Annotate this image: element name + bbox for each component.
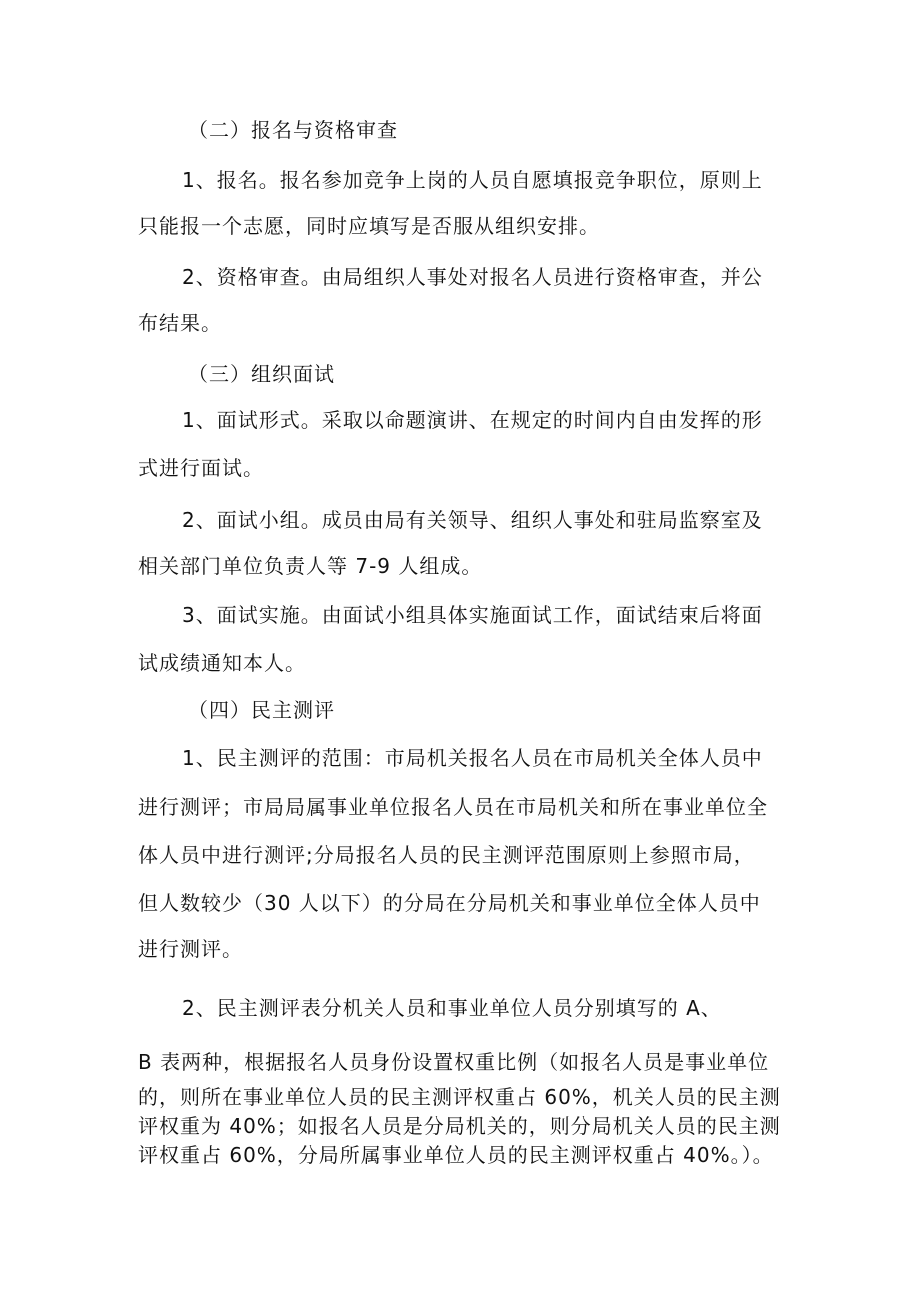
paragraph-line: 但人数较少（30 人以下）的分局在分局机关和事业单位全体人员中 [138, 891, 761, 915]
paragraph-line: 1、报名。报名参加竞争上岗的人员自愿填报竞争职位，原则上 [182, 168, 763, 192]
paragraph-line: 相关部门单位负责人等 7-9 人组成。 [138, 554, 483, 578]
section-heading-2: （二）报名与资格审查 [188, 118, 398, 142]
paragraph-line: 1、民主测评的范围：市局机关报名人员在市局机关全体人员中 [182, 746, 763, 770]
paragraph-line: 评权重占 60%，分局所属事业单位人员的民主测评权重占 40%。）。 [138, 1143, 774, 1167]
paragraph-line: 2、面试小组。成员由局有关领导、组织人事处和驻局监察室及 [182, 508, 763, 532]
paragraph-line: 3、面试实施。由面试小组具体实施面试工作，面试结束后将面 [182, 603, 763, 627]
paragraph-line: 评权重为 40%；如报名人员是分局机关的，则分局机关人员的民主测 [138, 1114, 781, 1138]
paragraph-line: 2、民主测评表分机关人员和事业单位人员分别填写的 A、 [182, 996, 722, 1020]
paragraph-line: 试成绩通知本人。 [138, 651, 306, 675]
section-heading-4: （四）民主测评 [188, 698, 335, 722]
paragraph-line: 布结果。 [138, 311, 222, 335]
paragraph-line: 2、资格审查。由局组织人事处对报名人员进行资格审查，并公 [182, 265, 763, 289]
section-heading-3: （三）组织面试 [188, 362, 335, 386]
paragraph-line: 进行测评。 [138, 937, 243, 961]
paragraph-line: 只能报一个志愿，同时应填写是否服从组织安排。 [138, 214, 600, 238]
paragraph-line: 体人员中进行测评;分局报名人员的民主测评范围原则上参照市局， [138, 843, 755, 867]
paragraph-line: 1、面试形式。采取以命题演讲、在规定的时间内自由发挥的形 [182, 408, 763, 432]
paragraph-line: 进行测评；市局局属事业单位报名人员在市局机关和所在事业单位全 [138, 795, 768, 819]
paragraph-line: B 表两种，根据报名人员身份设置权重比例（如报名人员是事业单位 [138, 1050, 770, 1074]
paragraph-line: 的，则所在事业单位人员的民主测评权重占 60%，机关人员的民主测 [138, 1085, 781, 1109]
paragraph-line: 式进行面试。 [138, 456, 264, 480]
